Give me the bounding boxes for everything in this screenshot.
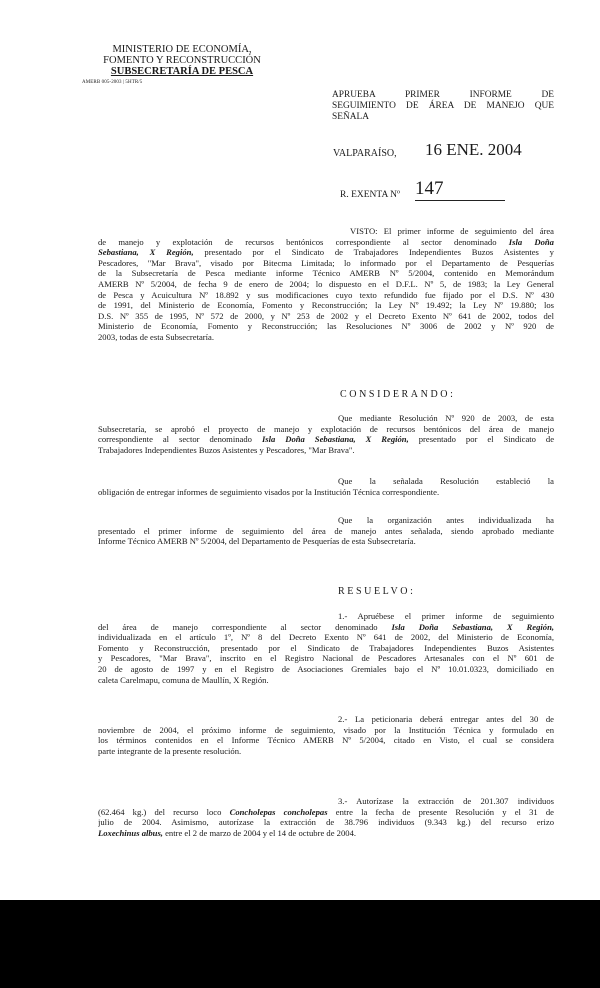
text-line: VISTO: El primer informe de seguimiento del área	[350, 226, 554, 236]
document-code: AMERB 005-2003 | 5HTR/5	[82, 80, 143, 85]
text-line: parte integrante de la presente resolución.	[98, 745, 242, 756]
text-line: 2003, todas de esta Subsecretaría.	[98, 331, 214, 342]
text-line: presentado el primer informe de seguimiento del área de manejo antes señalada, siendo aprobado mediante	[98, 525, 554, 536]
considerando-paragraph-2	[98, 476, 554, 497]
text-line: individualizada en el artículo 1º, Nº 8 del Decreto Exento Nº 641 de 2002, del Ministerio de Economía,	[98, 632, 554, 643]
text-line: del área de manejo correspondiente al sector denominado Isla Doña Sebastiana, X Región,	[98, 621, 554, 632]
subsecretaria-line: SUBSECRETARÍA DE PESCA	[110, 66, 254, 77]
text-line: Ministerio de Economía, Fomento y Reconstrucción; las Resoluciones Nº 3006 de 2002 y Nº 920 de	[98, 321, 554, 332]
text-line: 1.- Apruébese el primer informe de seguimiento	[338, 611, 554, 621]
text-line: Que mediante Resolución Nº 920 de 2003, de esta	[338, 413, 554, 423]
considerando-paragraph-1	[98, 413, 554, 455]
place-label: VALPARAÍSO,	[333, 148, 397, 159]
text-line: 2.- La peticionaria deberá entregar antes del 30 de	[338, 714, 554, 724]
text-line: Fomento y Reconstrucción, presentado por el Sindicato de Trabajadores Independientes Buzos Asistentes	[98, 642, 554, 653]
resolution-number-underline	[415, 200, 505, 201]
text-line: de manejo y explotación de recursos bentónicos correspondiente al sector denominado Isla Doña	[98, 236, 554, 247]
text-line: (62.464 kg.) del recurso loco Concholepas concholepas entre la fecha de presente Resolución y el 31 de	[98, 806, 554, 817]
text-line: Que la organización antes individualizada ha	[338, 515, 554, 525]
text-line: correspondiente al sector denominado Isla Doña Sebastiana, X Región, presentado por el Sindicato de	[98, 434, 554, 445]
ministry-line-1: MINISTERIO DE ECONOMÍA,	[112, 44, 252, 55]
text-line: D.S. Nº 355 de 1995, Nº 572 de 2000, y Nº 253 de 2002 y el Decreto Exento Nº 641 de 2002, todos del	[98, 310, 554, 321]
title-line-1: APRUEBA PRIMER INFORME DE	[332, 90, 554, 100]
text-line: Subsecretaría, se aprobó el proyecto de manejo y explotación de recursos bentónicos del área de manejo	[98, 423, 554, 434]
visto-paragraph	[98, 226, 554, 343]
text-line: Pescadores, "Mar Brava", visado por Bitecma Limitada; lo informado por el Departamento de Pesquerías	[98, 257, 554, 268]
text-line: de la Subsecretaría de Pesca mediante informe Técnico AMERB Nº 5/2004, contenido en Memorándum	[98, 268, 554, 279]
text-line: los términos contenidos en el Informe Técnico AMERB Nº 5/2004, citado en Visto, el cual se considera	[98, 735, 554, 746]
text-line: 3.- Autorízase la extracción de 201.307 individuos	[338, 796, 554, 806]
text-line: de 1991, del Ministerio de Economía, Fomento y Reconstrucción; la Ley Nº 19.492; la Ley Nº 19.880; los	[98, 300, 554, 311]
resuelvo-item-3	[98, 796, 554, 838]
title-line-3: SEÑALA	[332, 112, 369, 122]
resuelvo-item-1	[98, 611, 554, 685]
resolution-label: R. EXENTA Nº	[340, 190, 400, 200]
text-line: julio de 2004. Asimismo, autorízase la extracción de 38.796 individuos (9.343 kg.) del recurso erizo	[98, 817, 554, 828]
date-stamp: 16 ENE. 2004	[425, 140, 522, 159]
ministry-line-2: FOMENTO Y RECONSTRUCCIÓN	[103, 55, 261, 66]
text-line: Informe Técnico AMERB Nº 5/2004, del Departamento de Pesquerías de esta Subsecretaría.	[98, 536, 416, 547]
resolution-title	[332, 90, 554, 123]
text-line: Loxechinus albus, entre el 2 de marzo de 2004 y el 14 de octubre de 2004.	[98, 827, 357, 838]
text-line: obligación de entregar informes de seguimiento visados por la Institución Técnica correspondiente.	[98, 486, 440, 497]
ministry-header	[82, 44, 282, 77]
considerando-heading: CONSIDERANDO:	[340, 389, 456, 400]
title-line-2: SEGUIMIENTO DE ÁREA DE MANEJO QUE	[332, 101, 554, 111]
text-line: y Pescadores, "Mar Brava", inscrito en el Registro Nacional de Pescadores Artesanales con el Nº 601 de	[98, 653, 554, 664]
text-line: noviembre de 2004, el próximo informe de seguimiento, visado por la Institución Técnica y formulado en	[98, 724, 554, 735]
text-line: 20 de agosto de 1997 y en el Registro de Asociaciones Gremiales bajo el Nº 10.01.0323, domiciliado en	[98, 663, 554, 674]
considerando-paragraph-3	[98, 515, 554, 547]
text-line: de Pesca y Acuicultura Nº 18.892 y sus modificaciones cuyo texto refundido fue fijado por el D.S. Nº 430	[98, 289, 554, 300]
text-line: Sebastiana, X Región, presentado por el Sindicato de Trabajadores Independientes Buzos Asistentes y	[98, 247, 554, 258]
text-line: Que la señalada Resolución estableció la	[338, 476, 554, 486]
text-line: AMERB Nº 5/2004, de fecha 9 de enero de 2004; lo dispuesto en el D.F.L. Nº 5, de 1983; la Ley General	[98, 278, 554, 289]
text-line: caleta Carelmapu, comuna de Maullín, X Región.	[98, 674, 269, 685]
scan-black-band	[0, 900, 600, 988]
resolution-number: 147	[415, 178, 444, 199]
resuelvo-item-2	[98, 714, 554, 756]
resuelvo-heading: RESUELVO:	[338, 586, 416, 597]
text-line: Trabajadores Independientes Buzos Asistentes y Pescadores, "Mar Brava".	[98, 444, 355, 455]
